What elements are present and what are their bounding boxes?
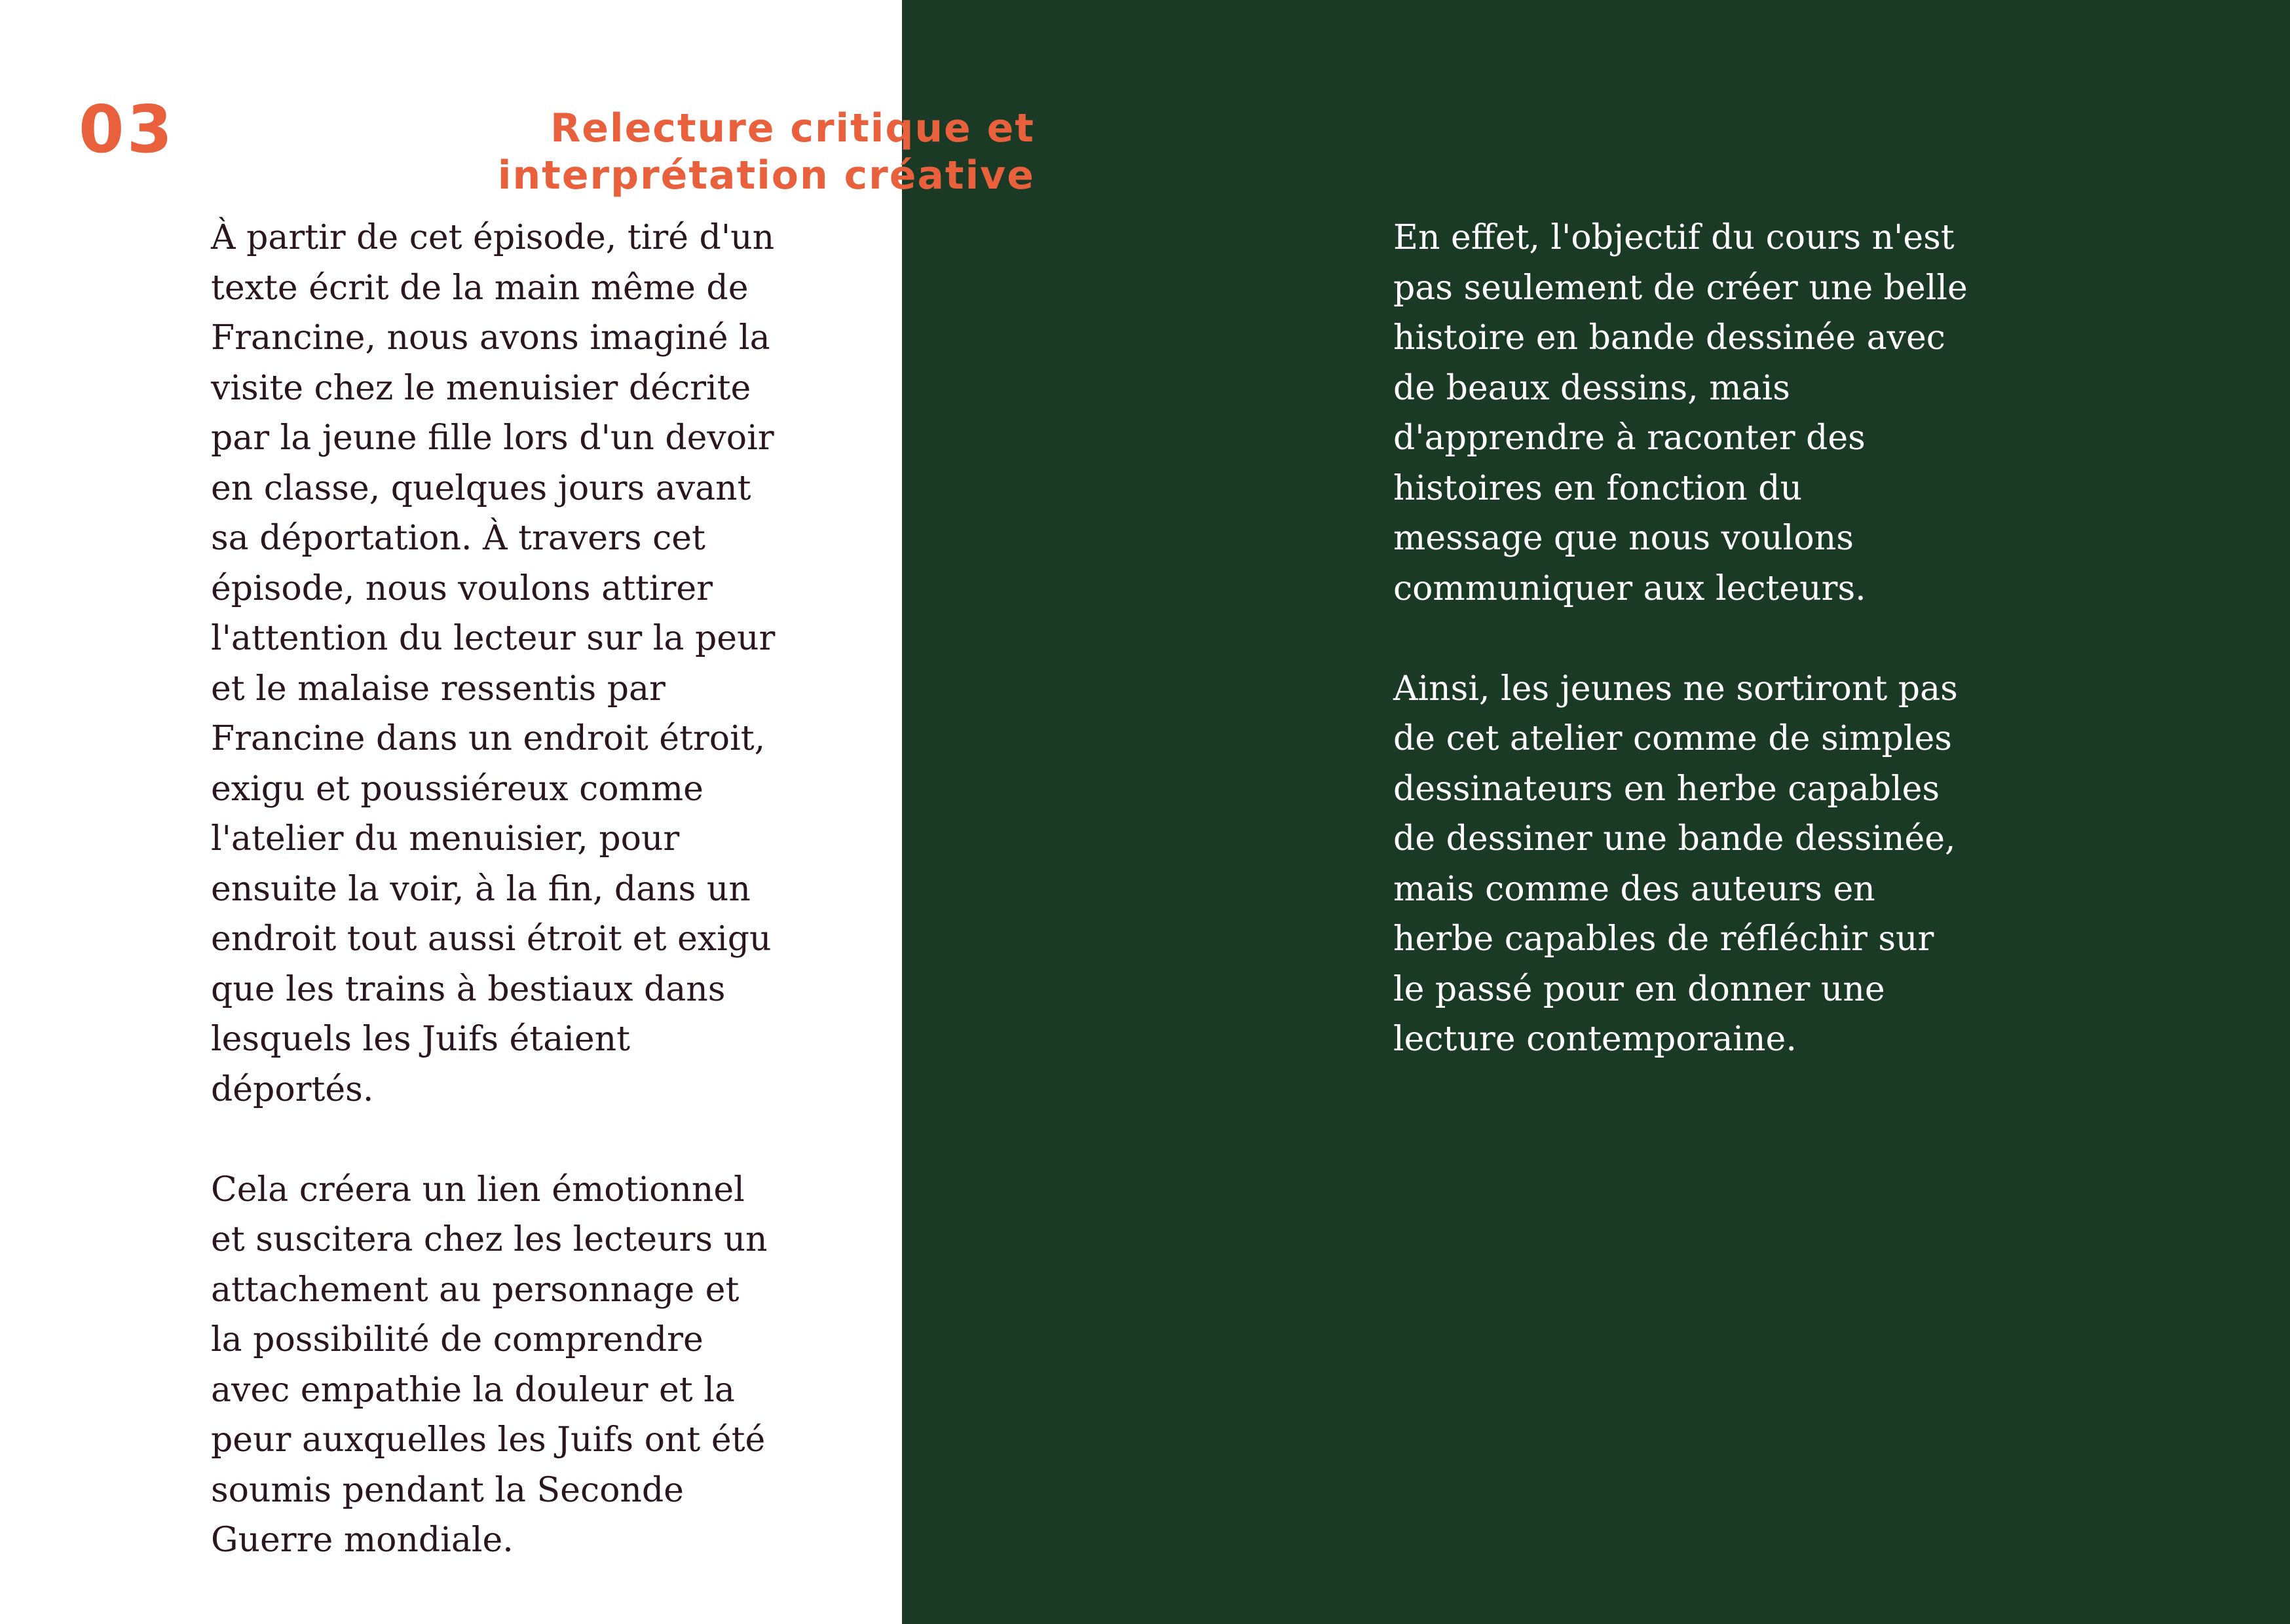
section-title-line-1: Relecture critique et [550, 105, 1035, 151]
right-paragraph-1: En effet, l'objectif du cours n'est pas seulement de créer une belle histoire en bande dessinée avec de beaux dessins, mais d'apprendre à raconter des histoires en fonction du message que nous voulons communiquer aux lecteurs. [1393, 218, 1968, 608]
left-paragraph-1: À partir de cet épisode, tiré d'un texte écrit de la main même de Francine, nous avons imaginé la visite chez le menuisier décrite par la jeune fille lors d'un devoir en classe, quelques jours avant sa déportation. À travers cet épisode, nous voulons attirer l'attention du lecteur sur la peur et le malaise ressentis par Francine dans un endroit étroit, exigu et poussiéreux comme l'atelier du menuisier, pour ensuite la voir, à la fin, dans un endroit tout aussi étroit et exigu que les trains à bestiaux dans lesquels les Juifs étaient déportés. [211, 218, 776, 1109]
right-text-column [1393, 213, 2081, 1065]
left-paragraph-2: Cela créera un lien émotionnel et suscitera chez les lecteurs un attachement au personnage et la possibilité de comprendre avec empathie la douleur et la peur auxquelles les Juifs ont été soumis pendant la Seconde Guerre mondiale. [211, 1170, 768, 1560]
right-paragraph-2: Ainsi, les jeunes ne sortiront pas de cet atelier comme de simples dessinateurs en herbe capables de dessiner une bande dessinée, mais comme des auteurs en herbe capables de réfléchir sur le passé pour en donner une lecture contemporaine. [1393, 669, 1958, 1059]
section-title [367, 105, 1035, 199]
left-text-column [211, 213, 800, 1566]
section-number: 03 [79, 91, 176, 168]
section-title-line-2: interprétation créative [497, 153, 1035, 198]
